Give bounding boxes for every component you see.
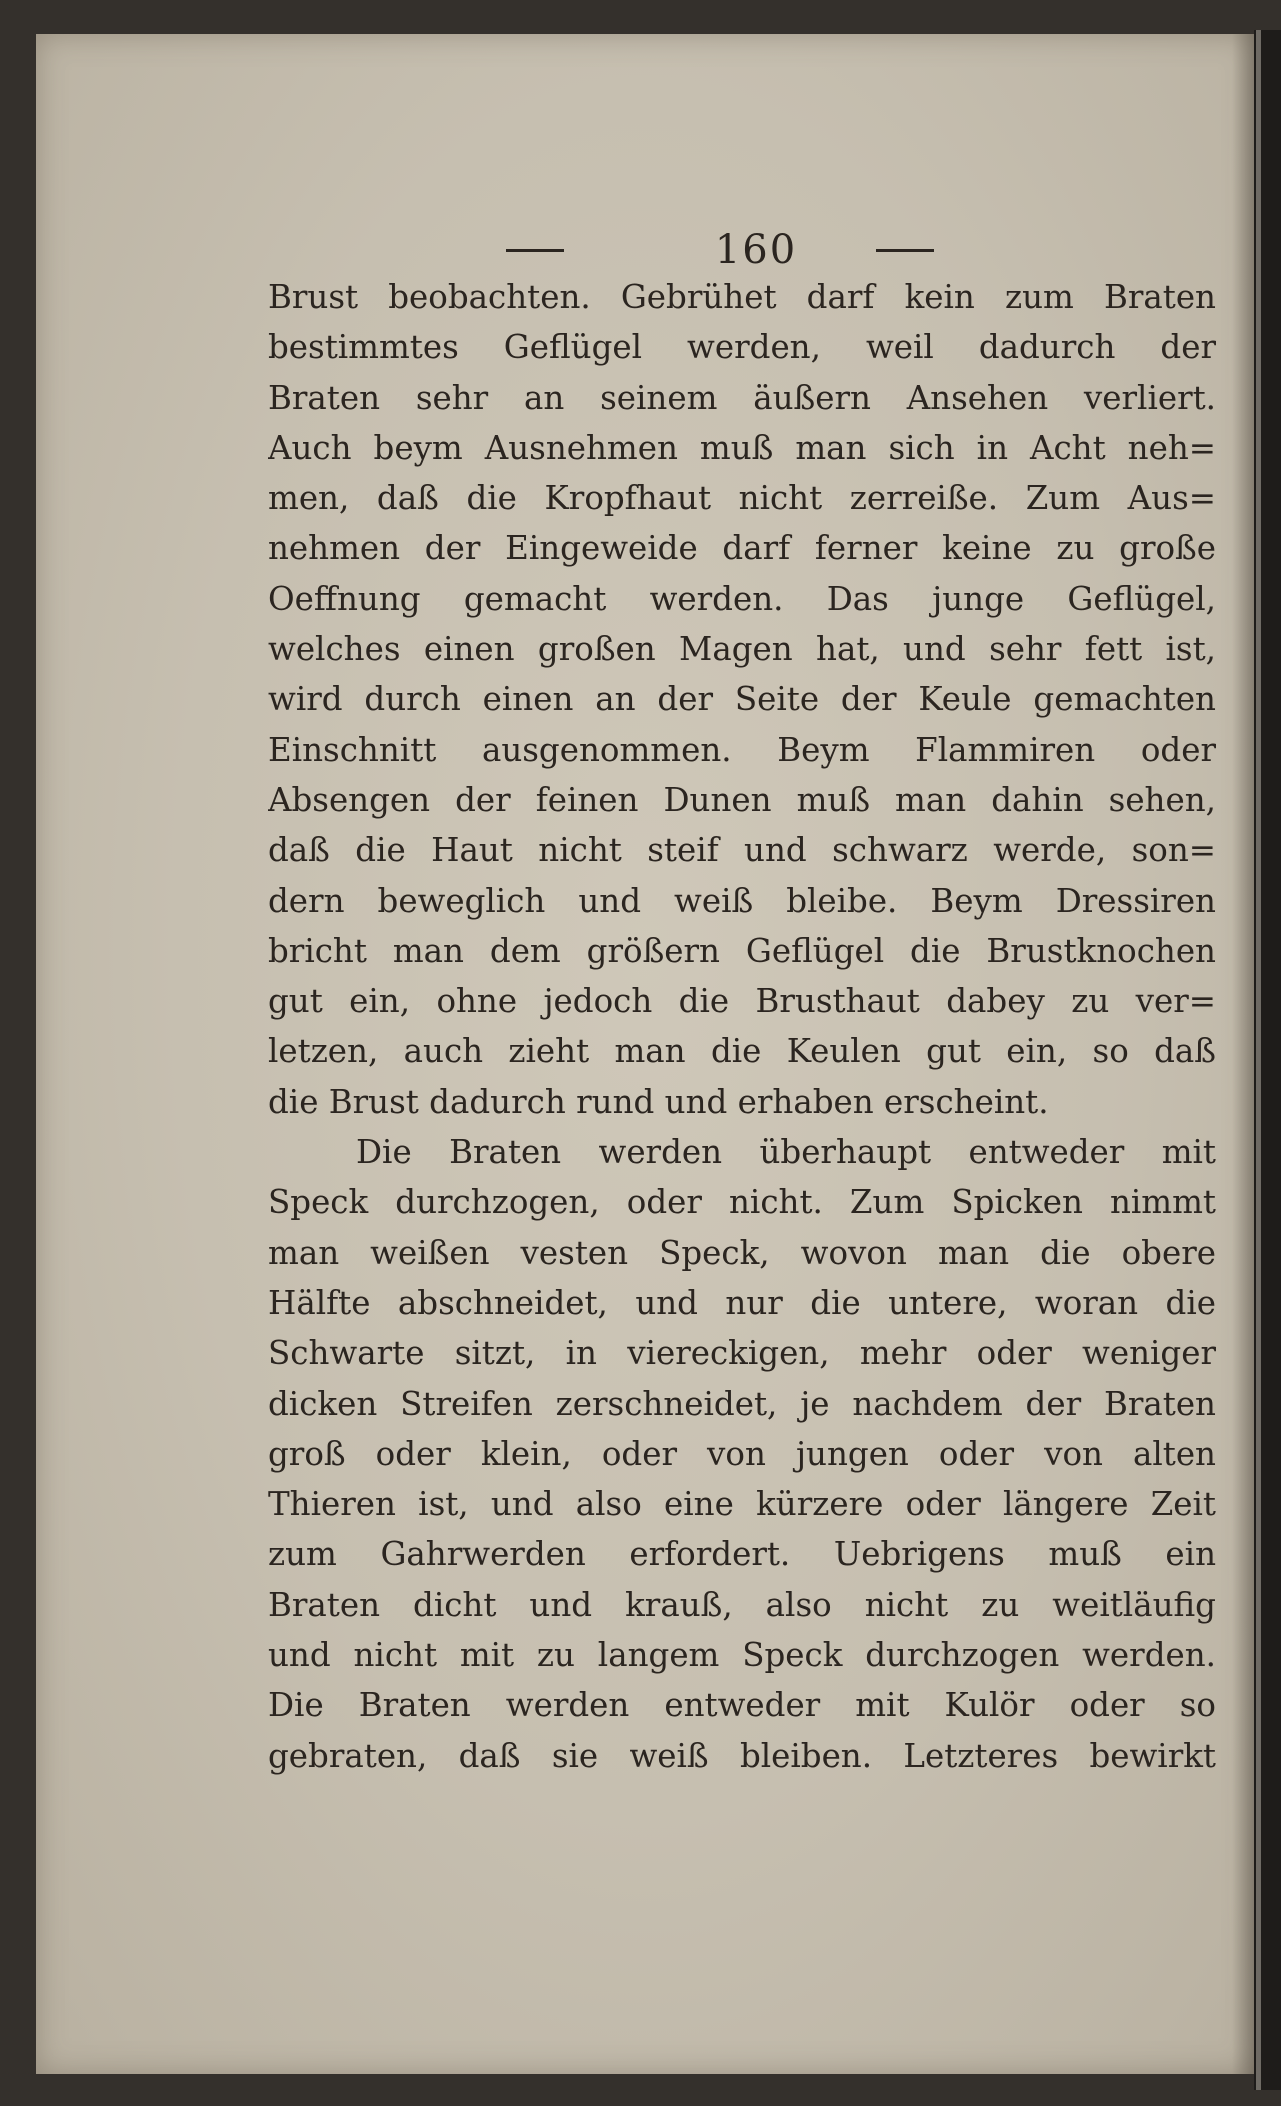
text-line: Absengen der feinen Dunen muß man dahin sehen,: [268, 780, 1216, 819]
paragraph-end-line: die Brust dadurch rund und erhaben erscheint.: [268, 1082, 1049, 1121]
text-line: Oeffnung gemacht werden. Das junge Geflügel,: [268, 579, 1216, 618]
text-line: nehmen der Eingeweide darf ferner keine zu große: [268, 529, 1216, 568]
page-number: 160: [714, 227, 798, 273]
paragraph-start-line: Die Braten werden überhaupt entweder mit: [356, 1133, 1216, 1172]
text-line: und nicht mit zu langem Speck durchzogen werden.: [268, 1636, 1216, 1675]
text-line: Die Braten werden entweder mit Kulör oder so: [268, 1686, 1216, 1725]
text-line: groß oder klein, oder von jungen oder von alten: [268, 1434, 1216, 1473]
text-line: bricht man dem größern Geflügel die Brustknochen: [268, 931, 1216, 970]
text-line: man weißen vesten Speck, wovon man die obere: [268, 1233, 1216, 1272]
text-line: welches einen großen Magen hat, und sehr fett ist,: [268, 630, 1216, 669]
text-line: daß die Haut nicht steif und schwarz werde, son=: [268, 831, 1216, 870]
text-line: Braten dicht und krauß, also nicht zu weitläufig: [268, 1585, 1216, 1624]
running-header: [36, 222, 1254, 278]
text-line: Einschnitt ausgenommen. Beym Flammiren oder: [268, 730, 1216, 769]
text-line: zum Gahrwerden erfordert. Uebrigens muß ein: [268, 1535, 1216, 1574]
text-line: bestimmtes Geflügel werden, weil dadurch der: [268, 328, 1216, 367]
text-line: Schwarte sitzt, in viereckigen, mehr oder weniger: [268, 1334, 1216, 1373]
text-line: dern beweglich und weiß bleibe. Beym Dressiren: [268, 881, 1216, 920]
body-text: [268, 272, 1216, 1781]
text-line: Speck durchzogen, oder nicht. Zum Spicken nimmt: [268, 1183, 1216, 1222]
header-dash-right: [876, 249, 934, 252]
text-line: gut ein, ohne jedoch die Brusthaut dabey zu ver=: [268, 982, 1216, 1021]
text-line: gebraten, daß sie weiß bleiben. Letzteres bewirkt: [268, 1736, 1216, 1775]
text-line: Hälfte abschneidet, und nur die untere, woran die: [268, 1283, 1216, 1322]
header-dash-left: [506, 249, 564, 252]
text-line: Auch beym Ausnehmen muß man sich in Acht neh=: [268, 428, 1216, 467]
text-line: Brust beobachten. Gebrühet darf kein zum Braten: [268, 278, 1216, 316]
book-page: [36, 34, 1254, 2074]
text-line: Braten sehr an seinem äußern Ansehen verliert.: [268, 378, 1216, 417]
text-line: Thieren ist, und also eine kürzere oder längere Zeit: [268, 1485, 1216, 1524]
text-line: men, daß die Kropfhaut nicht zerreiße. Zum Aus=: [268, 479, 1216, 518]
text-line: wird durch einen an der Seite der Keule gemachten: [268, 680, 1216, 719]
adjacent-page-highlight: [1256, 30, 1261, 2090]
page-shadow-edge: [1232, 34, 1254, 2074]
text-line: dicken Streifen zerschneidet, je nachdem der Braten: [268, 1384, 1216, 1423]
text-line: letzen, auch zieht man die Keulen gut ein, so daß: [268, 1032, 1216, 1071]
